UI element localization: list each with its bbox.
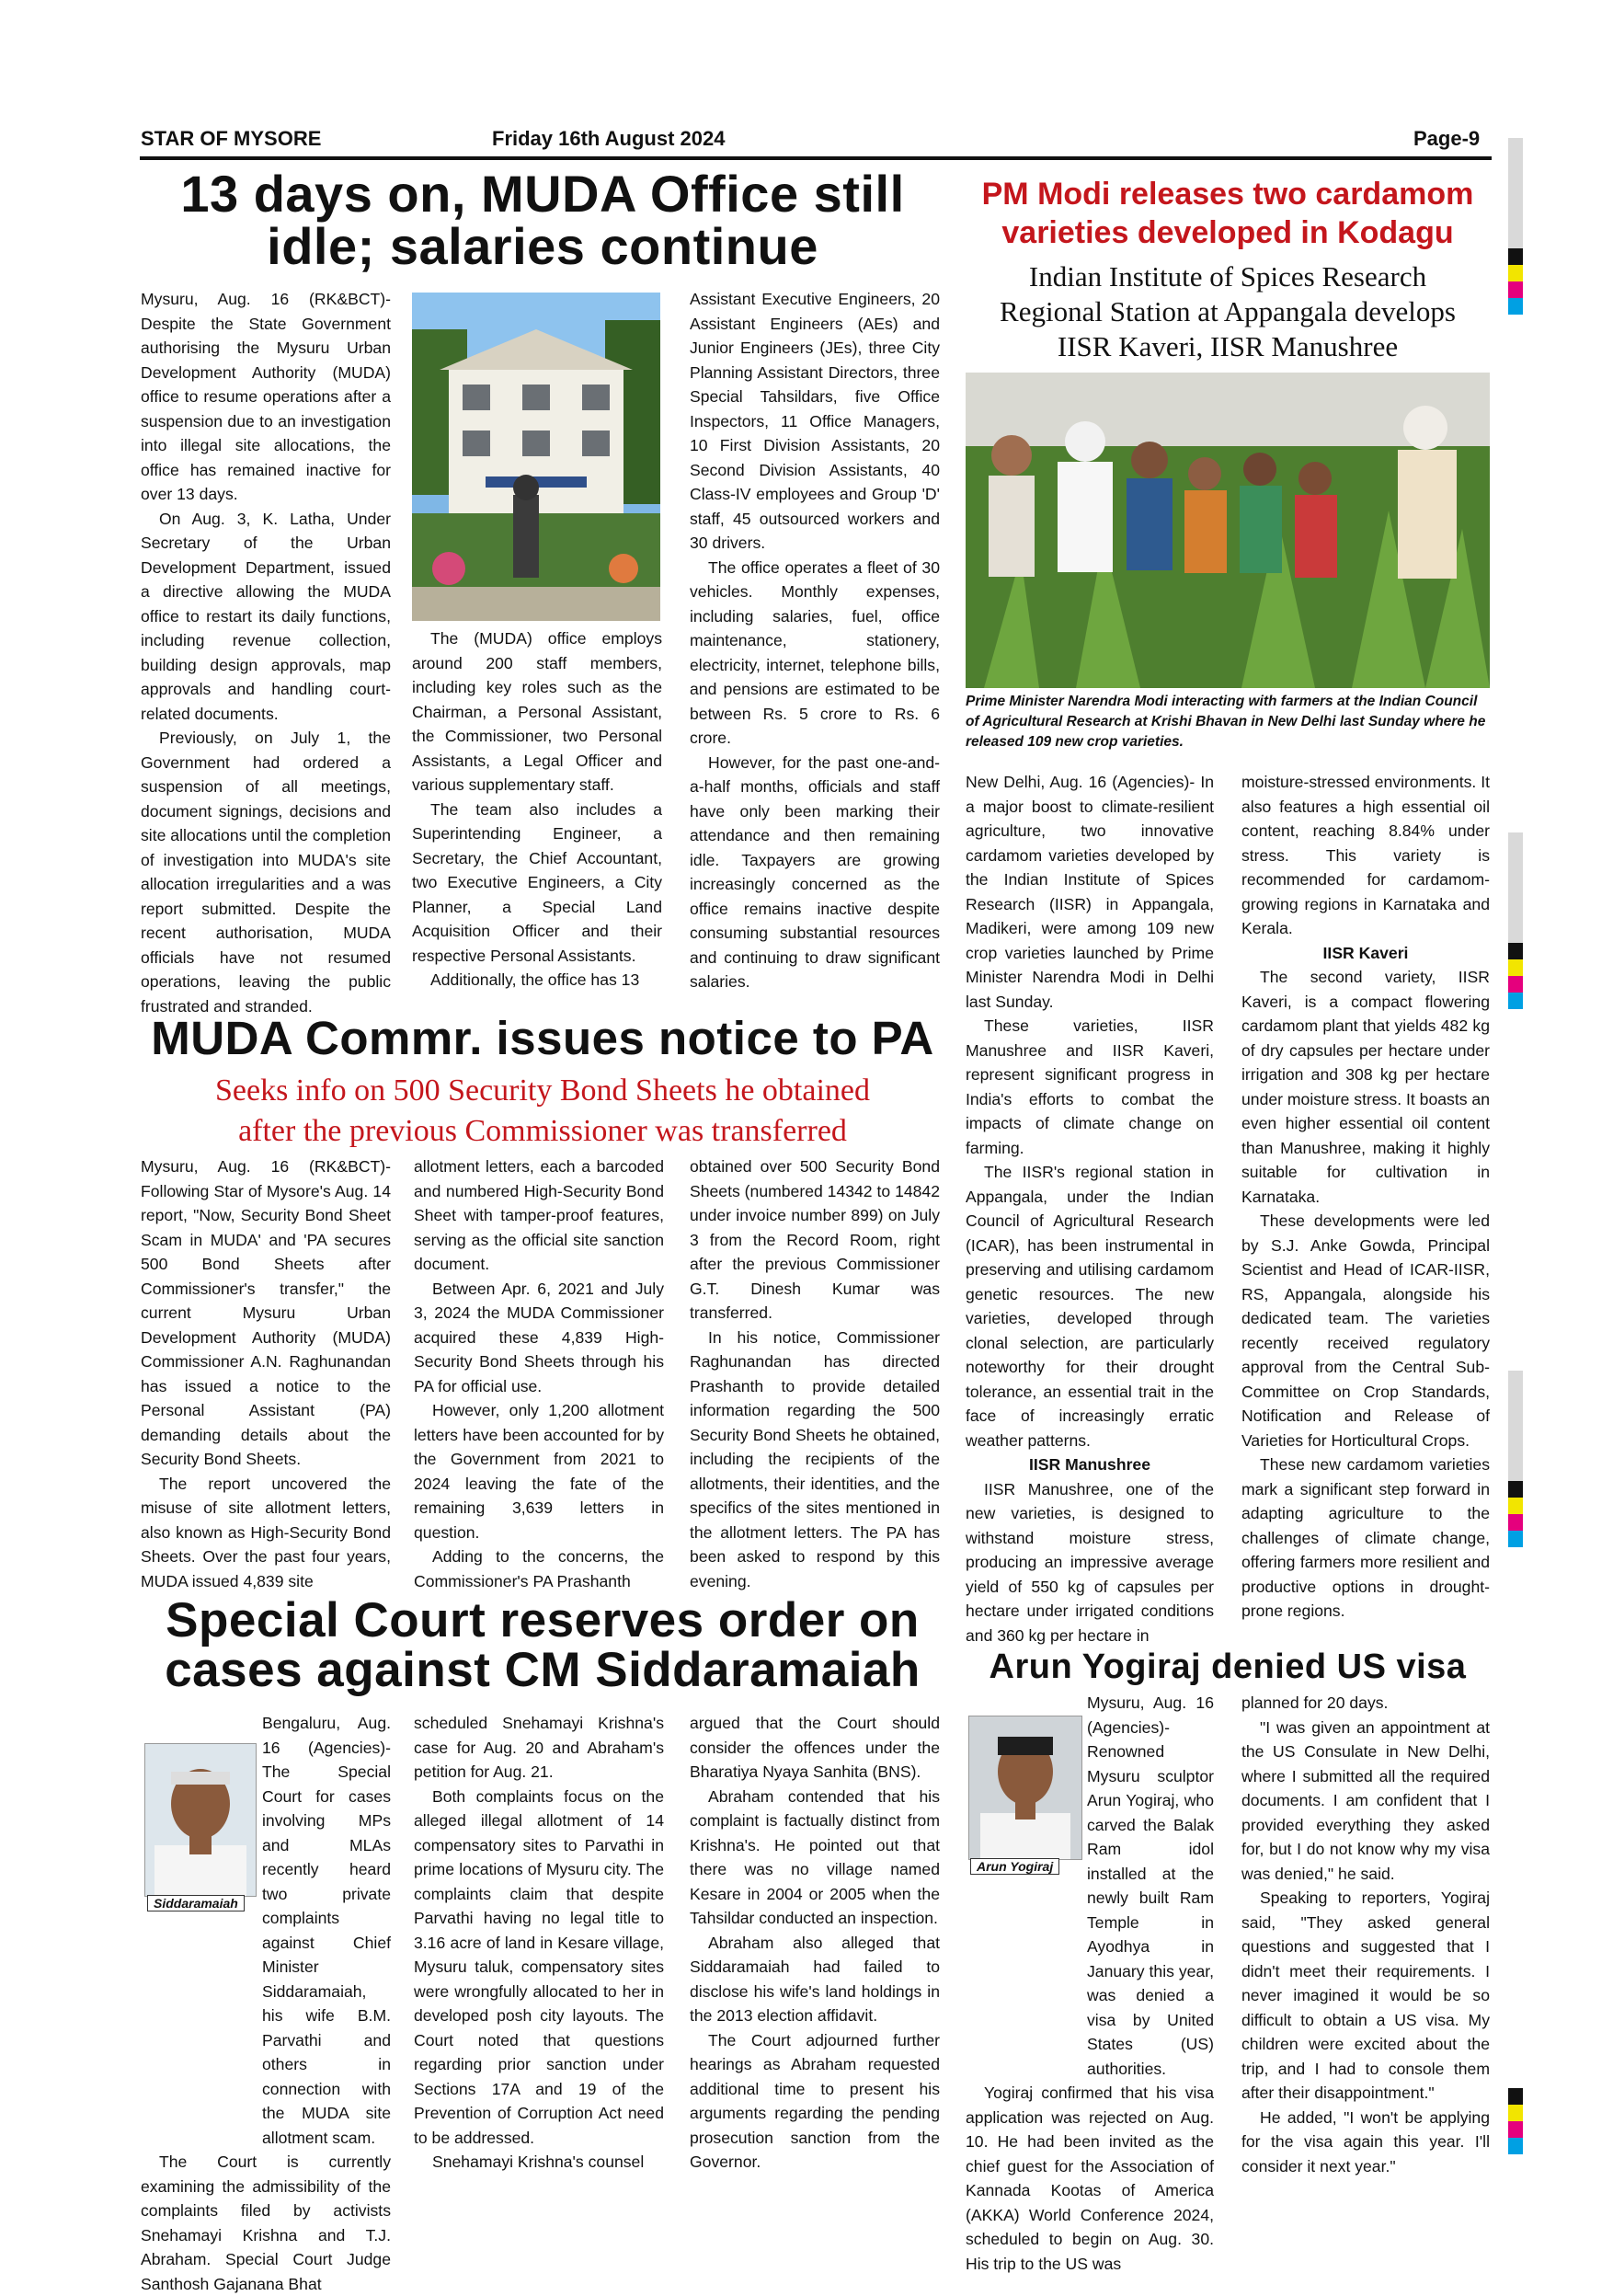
story5-headline: Arun Yogiraj denied US visa xyxy=(989,1647,1467,1686)
subhead-kaveri: IISR Kaveri xyxy=(1322,943,1409,962)
color-registration-mark xyxy=(1508,2088,1523,2154)
page-number: Page-9 xyxy=(1413,127,1481,150)
margin-bar xyxy=(1508,1371,1523,1481)
paper-name: STAR OF MYSORE xyxy=(141,127,322,150)
story5-col1: Mysuru, Aug. 16 (Agencies)- Renowned Mysuru sculptor Arun Yogiraj, who carved the Balak Ram idol installed at the newly built Ram Temple in Ayodhya in January this year, was denied a visa by United States (US) authorities. Yogiraj confirmed that his visa application was rejected on Aug. 10. He had been invited as the chief guest for the Association of Kannada Kootas of America (AKKA) World Conference 2024, scheduled to begin on Aug. 30. His trip to the US was xyxy=(966,1693,1214,2273)
issue-date: Friday 16th August 2024 xyxy=(492,127,726,150)
siddaramaiah-caption: Siddaramaiah xyxy=(147,1895,245,1911)
masthead-rule xyxy=(140,156,1492,160)
modi-photo-caption: Prime Minister Narendra Modi interacting with farmers at the Indian Council of Agricultural Research at Krishi Bhavan in New Delhi last Sunday where he released 109 new crop varieties. xyxy=(966,694,1486,750)
story1-col3: Assistant Executive Engineers, 20 Assistant Engineers (AEs) and Junior Engineers (JEs), three City Planning Assistant Directors, three Special Tahsildars, five Office Inspectors, 11 Office Managers, 10 First Division Assistants, 20 Second Division Assistants, 40 Class-IV employees and Group 'D' staff, 45 outsourced workers and 30 drivers. The office operates a fleet of 30 vehicles. Monthly expenses, including salaries, fuel, office maintenance, stationery, electricity, internet, telephone bills, and pensions are estimated to be between Rs. 5 crore to Rs. 6 crore. However, for the past one-and- a-half months, officials and staff have only been marking their attendance and then remaining idle. Taxpayers are growing increasingly concerned as the office remains inactive despite consuming substantial resources and continuing to draw significant salaries. xyxy=(690,290,940,991)
story4-headline: PM Modi releases two cardamom varieties developed in Kodagu xyxy=(981,177,1474,250)
story1-headline: 13 days on, MUDA Office still idle; salaries continue xyxy=(180,165,905,276)
color-registration-mark xyxy=(1508,1481,1523,1547)
muda-building-photo xyxy=(412,293,660,621)
story2-col2: allotment letters, each a barcoded and numbered High-Security Bond Sheet with tamper-proof features, serving as the official site sanction document. Between Apr. 6, 2021 and July 3, 2024 the MUDA Commissioner acquired these 4,839 High-Security Bond Sheets through his PA for official use. However, only 1,200 allotment letters have been accounted for by the Government from 2021 to 2024 leaving the fate of the remaining 3,639 letters in question. Adding to the concerns, the Commissioner's PA Prashanth xyxy=(414,1157,664,1590)
story4-deck: Indian Institute of Spices Research Regional Station at Appangala develops IISR Kaveri, IISR Manushree xyxy=(1000,260,1456,362)
story4-col1: New Delhi, Aug. 16 (Agencies)- In a major boost to climate-resilient agriculture, two innovative cardamom varieties developed by the Indian Institute of Spices Research (IISR) in Appangala, Madikeri, were among 109 new crop varieties launched by Prime Minister Narendra Modi in Delhi last Sunday. These varieties, IISR Manushree and IISR Kaveri, represent significant progress in India's efforts to combat the impacts of climate change on farming. The IISR's regional station in Appangala, under the Indian Council of Agricultural Research (ICAR), has been instrumental in preserving and utilising cardamom genetic resources. The new varieties, developed through clonal selection, are particularly noteworthy for their drought tolerance, an essential trait in the face of increasingly erratic weather patterns. IISR Manushree IISR Manushree, one of the new varieties, is designed to withstand moisture stress, producing an impressive average yield of 550 kg of capsules per hectare under irrigated conditions and 360 kg per hectare in xyxy=(966,773,1214,1645)
story1-col2: The (MUDA) office employs around 200 staff members, including key roles such as the Chairman, a Personal Assistant, the Commissioner, two Personal Assistants, a Legal Officer and various supplementary staff. The team also includes a Superintending Engineer, a Secretary, the Chief Accountant, two Executive Engineers, a City Planner, a Special Land Acquisition Officer and their respective Personal Assistants. Additionally, the office has 13 xyxy=(412,629,662,989)
margin-bar xyxy=(1508,832,1523,943)
story2-headline: MUDA Commr. issues notice to PA xyxy=(151,1012,934,1064)
story5-col2: planned for 20 days. "I was given an appointment at the US Consulate in New Delhi, where I submitted all the required documents. I am confident that I provided everything they asked for, but I do not know why my visa was denied," he said. Speaking to reporters, Yogiraj said, "They asked general questions and suggested that I didn't meet their requirements. I never imagined it would be so difficult to obtain a US visa. My children were excited about the trip, and I had to console them after their disappointment." He added, "I won't be applying for the visa again this year. I'll consider it next year." xyxy=(1241,1693,1490,2175)
margin-bar xyxy=(1508,138,1523,248)
story2-col1: Mysuru, Aug. 16 (RK&BCT)- Following Star of Mysore's Aug. 14 report, "Now, Security Bond Sheet Scam in MUDA' and 'PA secures 500 Bond Sheets after Commissioner's transfer," the current Mysuru Urban Development Authority (MUDA) Commissioner A.N. Raghunandan has issued a notice to the Personal Assistant (PA) demanding details about the Security Bond Sheets. The report uncovered the misuse of site allotment letters, also known as High-Security Bond Sheets. Over the past four years, MUDA issued 4,839 site xyxy=(141,1157,391,1590)
story1-col1: Mysuru, Aug. 16 (RK&BCT)- Despite the State Government authorising the Mysuru Urban Development Authority (MUDA) office to resume operations after a suspension due to an investigation into illegal site allocations, the office has remained inactive for over 13 days. On Aug. 3, K. Latha, Under Secretary of the Urban Development Department, issued a directive allowing the MUDA office to restart its daily functions, including revenue collection, building design approvals, map approvals and handling court-related documents. Previously, on July 1, the Government had ordered a suspension of all meetings, document signings, decisions and site allocations until the completion of investigation into MUDA's site allocation irregularities and a was report submitted. Despite the recent authorisation, MUDA officials have not resumed operations, leaving the public frustrated and stranded. xyxy=(141,290,391,1016)
color-registration-mark xyxy=(1508,248,1523,315)
story3-col3: argued that the Court should consider the offences under the Bharatiya Nyaya Sanhita (BNS). Abraham contended that his complaint is factually distinct from Krishna's. He pointed out that there was no village named Kesare in 2004 or 2005 when the Tahsildar conducted an inspection. Abraham also alleged that Siddaramaiah had failed to disclose his wife's land holdings in the 2013 election affidavit. The Court adjourned further hearings as Abraham requested additional time to present his arguments regarding the pending prosecution sanction from the Governor. xyxy=(690,1714,940,2171)
subhead-manushree: IISR Manushree xyxy=(1029,1455,1150,1474)
story4-col2: moisture-stressed environments. It also features a high essential oil content, reaching 8.84% under stress. This variety is recommended for cardamom-growing regions in Karnataka and Kerala. IISR Kaveri The second variety, IISR Kaveri, is a compact flowering cardamom plant that yields 482 kg of dry capsules per hectare under irrigation and 308 kg per hectare under moisture stress. It boasts an even higher essential oil content than Manushree, making it highly suitable for cultivation in Karnataka. These developments were led by S.J. Anke Gowda, Principal Scientist and Head of ICAR-IISR, RS, Appangala, alongside his dedicated team. The varieties recently received regulatory approval from the Central Sub-Committee on Crop Standards, Notification and Release of Varieties for Horticultural Crops. These new cardamom varieties mark a significant step forward in adapting agriculture to the challenges of climate change, offering farmers more resilient and productive options in drought-prone regions. xyxy=(1241,773,1490,1620)
story3-headline: Special Court reserves order on cases against CM Siddaramaiah xyxy=(165,1593,921,1698)
story3-col1: Bengaluru, Aug. 16 (Agencies)- The Special Court for cases involving MPs and MLAs recently heard two private complaints against Chief Minister Siddaramaiah, his wife B.M. Parvathi and others in connection with the MUDA site allotment scam. The Court is currently examining the admissibility of the complaints filed by activists Snehamayi Krishna and T.J. Abraham. Special Court Judge Santhosh Gajanana Bhat xyxy=(141,1714,391,2293)
story2-subheadline: Seeks info on 500 Security Bond Sheets he obtained after the previous Commissioner was transferred xyxy=(214,1073,870,1148)
color-registration-mark xyxy=(1508,943,1523,1009)
modi-farmers-photo xyxy=(966,373,1490,688)
story3-col2: scheduled Snehamayi Krishna's case for Aug. 20 and Abraham's petition for Aug. 21. Both complaints focus on the alleged illegal allotment of 14 compensatory sites to Parvathi in prime locations of Mysuru city. The complaints claim that despite Parvathi having no legal title to 3.16 acre of land in Kesare village, Mysuru taluk, compensatory sites were wrongfully allocated to her in developed posh city layouts. The Court noted that questions regarding prior sanction under Sections 17A and 19 of the Prevention of Corruption Act need to be addressed. Snehamayi Krishna's counsel xyxy=(414,1714,664,2171)
arun-yogiraj-caption: Arun Yogiraj xyxy=(970,1858,1059,1875)
story2-col3: obtained over 500 Security Bond Sheets (numbered 14342 to 14842 under invoice number 899) on July 3 from the Record Room, right after the previous Commissioner G.T. Dinesh Kumar was transferred. In his notice, Commissioner Raghunandan has directed Prashanth to provide detailed information regarding the 500 Security Bond Sheets he obtained, including the recipients of the allotments, their identities, and the specifics of the sites mentioned in the allotment letters. The PA has been asked to respond by this evening. xyxy=(690,1157,940,1590)
